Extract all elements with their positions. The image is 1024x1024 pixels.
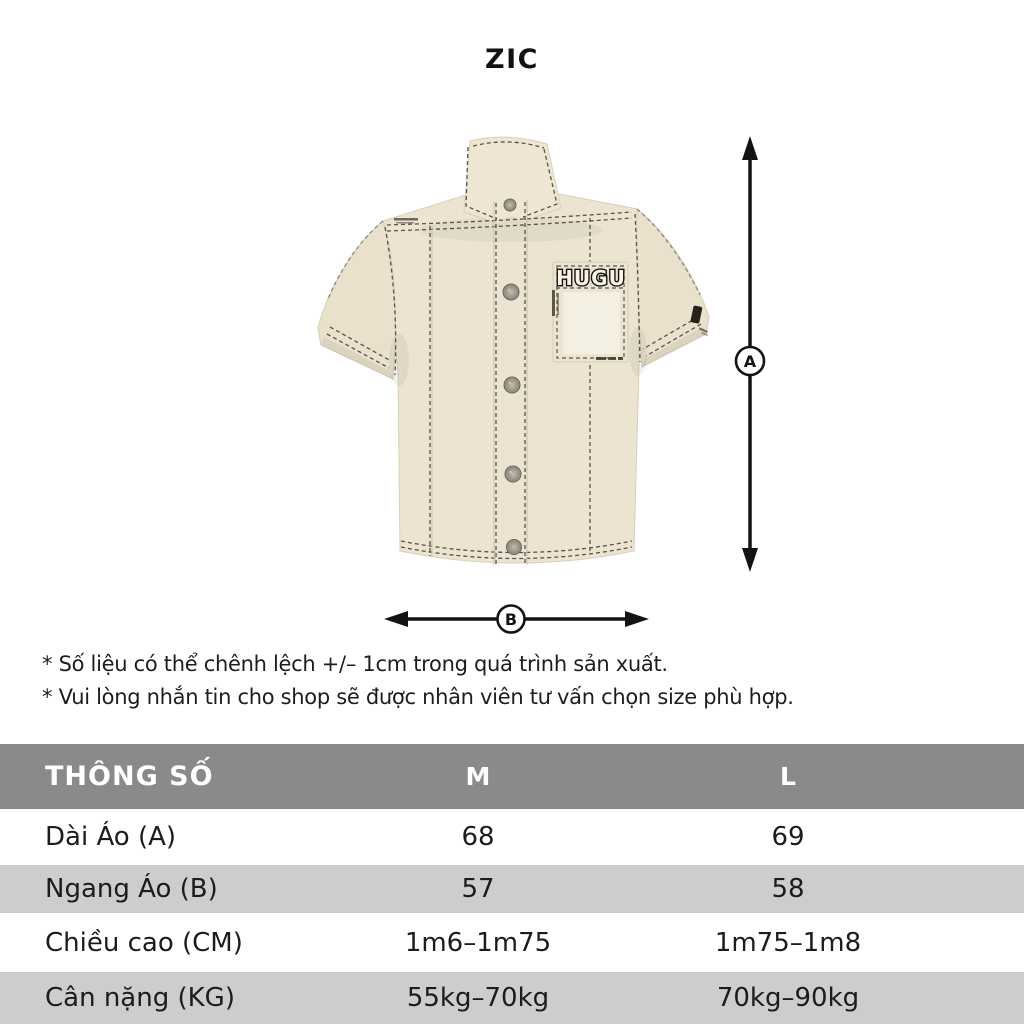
brand-title: ZIC bbox=[485, 44, 539, 75]
collar-shadow bbox=[419, 218, 603, 242]
row-value-l: 70kg–90kg bbox=[716, 983, 860, 1013]
pocket-logo: HUGU bbox=[556, 266, 626, 290]
row-value-m: 57 bbox=[461, 874, 495, 904]
row-value-m: 55kg–70kg bbox=[406, 983, 550, 1013]
row-label: Cân nặng (KG) bbox=[45, 983, 235, 1013]
row-value-l: 1m75–1m8 bbox=[714, 927, 862, 958]
column-header-m: M bbox=[465, 762, 491, 791]
table-row-width bbox=[0, 865, 1024, 913]
row-value-l: 58 bbox=[771, 874, 805, 904]
row-label: Ngang Áo (B) bbox=[45, 874, 218, 904]
right-underarm-shadow bbox=[629, 328, 647, 376]
chest-pocket bbox=[552, 262, 628, 362]
row-value-m: 1m6–1m75 bbox=[404, 927, 552, 958]
table-row-length bbox=[0, 809, 1024, 865]
length-label: A bbox=[743, 352, 757, 371]
size-table bbox=[0, 744, 1024, 1024]
row-label: Dài Áo (A) bbox=[45, 822, 177, 852]
size-table-title: THÔNG SỐ bbox=[45, 761, 214, 792]
note-line-2: * Vui lòng nhắn tin cho shop sẽ được nhân viên tư vấn chọn size phù hợp. bbox=[42, 685, 794, 709]
footnotes bbox=[42, 648, 794, 714]
row-value-m: 68 bbox=[461, 822, 495, 852]
size-table-header-row bbox=[0, 744, 1024, 809]
width-label: B bbox=[504, 610, 518, 629]
row-value-l: 69 bbox=[771, 822, 805, 852]
column-header-l: L bbox=[780, 762, 796, 791]
length-arrow bbox=[736, 136, 764, 572]
shirt-right-sleeve bbox=[637, 209, 709, 367]
note-line-1: * Số liệu có thể chênh lệch +/– 1cm trong quá trình sản xuất. bbox=[42, 652, 668, 676]
width-arrow bbox=[384, 606, 649, 633]
table-row-height bbox=[0, 913, 1024, 972]
table-row-weight bbox=[0, 972, 1024, 1024]
row-label: Chiều cao (CM) bbox=[45, 927, 243, 958]
